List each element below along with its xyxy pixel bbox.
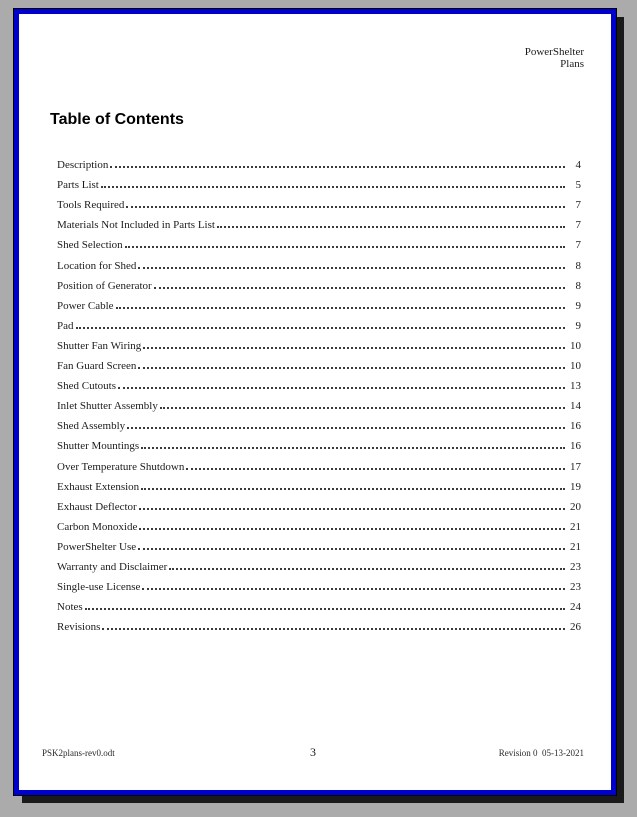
toc-entry <box>57 355 581 375</box>
toc-entry <box>57 234 581 254</box>
toc-leader-dots <box>85 608 565 610</box>
toc-entry-page: 5 <box>575 179 581 192</box>
toc-entry <box>57 415 581 435</box>
toc-entry <box>57 576 581 596</box>
toc-entry <box>57 275 581 295</box>
toc-leader-dots <box>186 468 565 470</box>
toc-list <box>57 154 581 636</box>
toc-entry-page: 10 <box>570 339 581 352</box>
toc-leader-dots <box>118 387 565 389</box>
toc-entry-label: Exhaust Deflector <box>57 500 137 513</box>
toc-leader-dots <box>126 206 565 208</box>
toc-entry <box>57 435 581 455</box>
toc-entry <box>57 455 581 475</box>
footer-filename: PSK2plans-rev0.odt <box>42 748 115 758</box>
toc-entry-label: Description <box>57 159 109 172</box>
toc-entry <box>57 154 581 174</box>
toc-entry-page: 16 <box>570 440 581 453</box>
toc-leader-dots <box>154 287 565 289</box>
toc-entry-label: Power Cable <box>57 299 114 312</box>
header-doc-name: PowerShelter <box>524 46 584 58</box>
toc-entry-label: Fan Guard Screen <box>57 360 137 373</box>
toc-leader-dots <box>76 327 566 329</box>
toc-entry-label: Tools Required <box>57 199 125 212</box>
toc-leader-dots <box>125 246 565 248</box>
toc-entry <box>57 214 581 234</box>
toc-entry <box>57 496 581 516</box>
toc-leader-dots <box>139 528 565 530</box>
toc-entry-label: Parts List <box>57 179 99 192</box>
toc-entry-label: Notes <box>57 601 83 614</box>
page-header <box>525 46 584 70</box>
toc-leader-dots <box>169 568 565 570</box>
toc-entry <box>57 174 581 194</box>
toc-entry-page: 21 <box>570 540 581 553</box>
footer-revision: Revision 0 05-13-2021 <box>498 748 585 758</box>
toc-entry-page: 23 <box>570 560 581 573</box>
toc-entry-label: Carbon Monoxide <box>57 520 138 533</box>
toc-entry-page: 7 <box>575 239 581 252</box>
toc-entry-label: Over Temperature Shutdown <box>57 460 185 473</box>
toc-entry-page: 17 <box>570 460 581 473</box>
toc-leader-dots <box>138 367 565 369</box>
toc-entry <box>57 476 581 496</box>
toc-entry-page: 9 <box>575 319 581 332</box>
toc-entry-label: Shed Cutouts <box>57 380 116 393</box>
toc-entry-label: Exhaust Extension <box>57 480 140 493</box>
toc-entry <box>57 194 581 214</box>
toc-entry <box>57 254 581 274</box>
toc-entry-label: Materials Not Included in Parts List <box>57 219 215 232</box>
toc-entry-label: Shed Selection <box>57 239 123 252</box>
toc-entry <box>57 596 581 616</box>
toc-entry-label: Shed Assembly <box>57 420 126 433</box>
toc-entry-page: 10 <box>570 360 581 373</box>
toc-leader-dots <box>116 307 565 309</box>
toc-entry-label: Shutter Fan Wiring <box>57 339 142 352</box>
toc-entry-label: Shutter Mountings <box>57 440 140 453</box>
toc-entry-label: Position of Generator <box>57 279 152 292</box>
toc-entry-page: 16 <box>570 420 581 433</box>
toc-entry <box>57 295 581 315</box>
toc-entry-label: Revisions <box>57 621 101 634</box>
toc-entry <box>57 315 581 335</box>
toc-entry <box>57 375 581 395</box>
toc-entry-label: Pad <box>57 319 74 332</box>
toc-entry-page: 19 <box>570 480 581 493</box>
toc-entry-label: PowerShelter Use <box>57 540 137 553</box>
toc-leader-dots <box>101 186 565 188</box>
toc-entry-label: Warranty and Disclaimer <box>57 560 168 573</box>
toc-leader-dots <box>217 226 565 228</box>
toc-leader-dots <box>138 548 565 550</box>
toc-leader-dots <box>138 267 565 269</box>
toc-entry-page: 14 <box>570 400 581 413</box>
toc-entry <box>57 516 581 536</box>
toc-entry-page: 20 <box>570 500 581 513</box>
toc-entry-page: 9 <box>575 299 581 312</box>
toc-leader-dots <box>160 407 565 409</box>
toc-entry-label: Location for Shed <box>57 259 137 272</box>
toc-entry-page: 24 <box>570 601 581 614</box>
toc-leader-dots <box>139 508 565 510</box>
toc-leader-dots <box>141 447 565 449</box>
toc-leader-dots <box>127 427 565 429</box>
toc-entry <box>57 556 581 576</box>
toc-entry-page: 4 <box>575 159 581 172</box>
toc-leader-dots <box>143 347 565 349</box>
toc-leader-dots <box>142 588 565 590</box>
toc-entry-label: Single-use License <box>57 581 141 594</box>
toc-entry-page: 7 <box>575 219 581 232</box>
header-doc-subtitle: Plans <box>560 58 584 70</box>
page-title: Table of Contents <box>50 111 184 128</box>
toc-entry-page: 26 <box>570 621 581 634</box>
toc-entry <box>57 616 581 636</box>
toc-entry-page: 23 <box>570 581 581 594</box>
toc-entry-page: 13 <box>570 380 581 393</box>
toc-leader-dots <box>102 628 565 630</box>
page-footer <box>42 745 584 760</box>
toc-entry-page: 21 <box>570 520 581 533</box>
toc-entry-label: Inlet Shutter Assembly <box>57 400 158 413</box>
toc-entry-page: 8 <box>575 259 581 272</box>
toc-entry-page: 7 <box>575 199 581 212</box>
toc-entry <box>57 395 581 415</box>
toc-leader-dots <box>110 166 565 168</box>
toc-entry <box>57 335 581 355</box>
footer-page-number: 3 <box>310 745 316 759</box>
toc-leader-dots <box>141 488 565 490</box>
document-page <box>14 9 616 795</box>
toc-entry <box>57 536 581 556</box>
toc-entry-page: 8 <box>575 279 581 292</box>
